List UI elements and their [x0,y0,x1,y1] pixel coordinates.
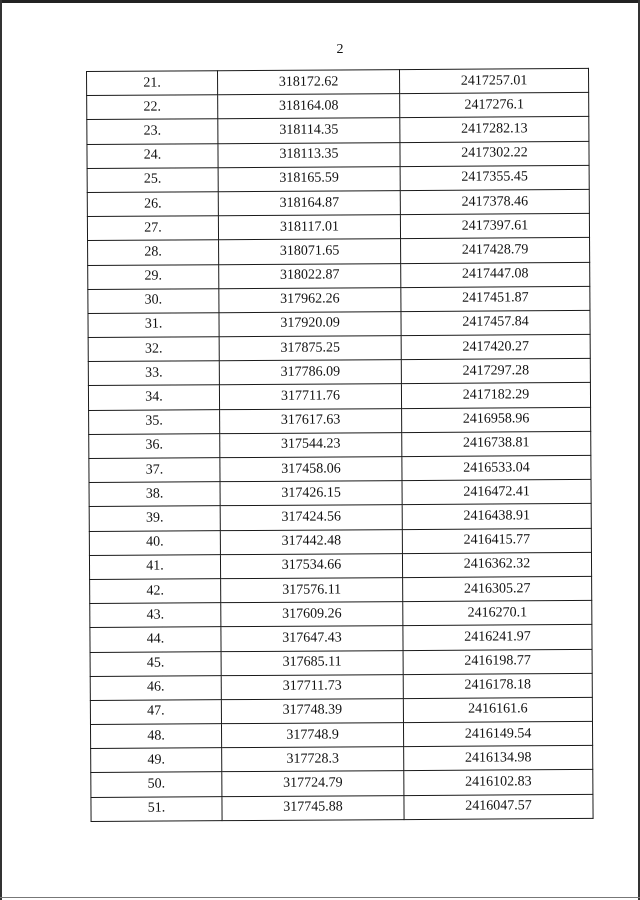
y-coordinate-cell: 2416738.81 [402,431,591,456]
y-coordinate-cell: 2416305.27 [403,576,592,601]
point-number-cell: 40. [89,530,220,555]
x-coordinate-cell: 317728.3 [222,747,404,772]
y-coordinate-cell: 2416241.97 [403,625,592,650]
table-row [89,431,591,458]
table-row [90,673,592,700]
y-coordinate-cell: 2417282.13 [400,117,589,142]
table-row [88,383,590,410]
y-coordinate-cell: 2416415.77 [402,528,591,553]
table-row [87,68,589,95]
x-coordinate-cell: 318114.35 [218,118,400,143]
y-coordinate-cell: 2416362.32 [402,552,591,577]
x-coordinate-cell: 318022.87 [219,263,401,288]
y-coordinate-cell: 2416134.98 [404,746,593,771]
point-number-cell: 33. [88,361,219,386]
point-number-cell: 26. [87,192,218,217]
point-number-cell: 50. [91,772,222,797]
table-row [88,359,590,386]
table-row [90,697,592,724]
y-coordinate-cell: 2416438.91 [402,504,591,529]
x-coordinate-cell: 317711.76 [219,384,401,409]
y-coordinate-cell: 2416472.41 [402,480,591,505]
table-row [89,552,591,579]
y-coordinate-cell: 2416958.96 [402,407,591,432]
y-coordinate-cell: 2416198.77 [403,649,592,674]
x-coordinate-cell: 317617.63 [220,408,402,433]
scan-edge-bottom [0,897,640,898]
y-coordinate-cell: 2417297.28 [401,359,590,384]
table-row [87,165,589,192]
table-row [89,504,591,531]
point-number-cell: 43. [90,603,221,628]
point-number-cell: 49. [91,748,222,773]
x-coordinate-cell: 317609.26 [221,602,403,627]
x-coordinate-cell: 318164.87 [218,191,400,216]
x-coordinate-cell: 317875.25 [219,336,401,361]
x-coordinate-cell: 317786.09 [219,360,401,385]
table-row [88,334,590,361]
y-coordinate-cell: 2417447.08 [401,262,590,287]
point-number-cell: 51. [91,796,222,821]
table-row [90,576,592,603]
x-coordinate-cell: 318117.01 [218,215,400,240]
y-coordinate-cell: 2417257.01 [399,68,588,93]
point-number-cell: 39. [89,506,220,531]
y-coordinate-cell: 2416161.6 [403,697,592,722]
point-number-cell: 32. [88,337,219,362]
table-row [88,262,590,289]
x-coordinate-cell: 317724.79 [222,771,404,796]
x-coordinate-cell: 318071.65 [219,239,401,264]
point-number-cell: 27. [87,216,218,241]
x-coordinate-cell: 317711.73 [221,674,403,699]
x-coordinate-cell: 317748.39 [221,698,403,723]
point-number-cell: 28. [88,240,219,265]
point-number-cell: 31. [88,313,219,338]
table-row [91,770,593,797]
x-coordinate-cell: 317576.11 [221,578,403,603]
table-row [90,601,592,628]
y-coordinate-cell: 2416178.18 [403,673,592,698]
point-number-cell: 21. [87,71,218,96]
x-coordinate-cell: 318164.08 [218,94,400,119]
y-coordinate-cell: 2416047.57 [404,794,593,819]
y-coordinate-cell: 2417182.29 [401,383,590,408]
table-row [91,794,593,821]
x-coordinate-cell: 317685.11 [221,650,403,675]
point-number-cell: 38. [89,482,220,507]
table-row [89,528,591,555]
coordinates-table-body [87,68,594,821]
table-row [90,721,592,748]
y-coordinate-cell: 2416270.1 [403,601,592,626]
y-coordinate-cell: 2416149.54 [403,721,592,746]
x-coordinate-cell: 318172.62 [218,70,400,95]
point-number-cell: 45. [90,651,221,676]
table-row [87,93,589,120]
x-coordinate-cell: 317424.56 [220,505,402,530]
table-row [87,141,589,168]
table-row [90,649,592,676]
x-coordinate-cell: 317442.48 [220,529,402,554]
point-number-cell: 48. [90,724,221,749]
point-number-cell: 24. [87,143,218,168]
table-row [89,480,591,507]
table-row [89,407,591,434]
x-coordinate-cell: 318165.59 [218,166,400,191]
y-coordinate-cell: 2417428.79 [401,238,590,263]
x-coordinate-cell: 317647.43 [221,626,403,651]
table-row [90,625,592,652]
x-coordinate-cell: 317920.09 [219,311,401,336]
y-coordinate-cell: 2416533.04 [402,455,591,480]
scan-edge-left [0,0,2,900]
scan-edge-top [0,0,640,3]
x-coordinate-cell: 317458.06 [220,457,402,482]
point-number-cell: 46. [90,675,221,700]
table-row [87,214,589,241]
y-coordinate-cell: 2417451.87 [401,286,590,311]
y-coordinate-cell: 2417397.61 [400,214,589,239]
point-number-cell: 34. [88,385,219,410]
x-coordinate-cell: 317962.26 [219,287,401,312]
table-row [87,189,589,216]
point-number-cell: 30. [88,288,219,313]
y-coordinate-cell: 2417457.84 [401,310,590,335]
table-row [91,746,593,773]
y-coordinate-cell: 2416102.83 [404,770,593,795]
point-number-cell: 22. [87,95,218,120]
x-coordinate-cell: 317426.15 [220,481,402,506]
point-number-cell: 35. [89,409,220,434]
x-coordinate-cell: 317534.66 [220,553,402,578]
point-number-cell: 47. [90,700,221,725]
y-coordinate-cell: 2417355.45 [400,165,589,190]
table-row [88,286,590,313]
point-number-cell: 44. [90,627,221,652]
table-row [87,117,589,144]
point-number-cell: 23. [87,119,218,144]
table-row [89,455,591,482]
y-coordinate-cell: 2417276.1 [400,93,589,118]
x-coordinate-cell: 317544.23 [220,432,402,457]
point-number-cell: 25. [87,167,218,192]
page-number: 2 [336,42,344,57]
y-coordinate-cell: 2417420.27 [401,334,590,359]
point-number-cell: 29. [88,264,219,289]
table-row [88,238,590,265]
y-coordinate-cell: 2417378.46 [400,189,589,214]
point-number-cell: 41. [89,554,220,579]
x-coordinate-cell: 318113.35 [218,142,400,167]
coordinates-table [86,68,594,822]
y-coordinate-cell: 2417302.22 [400,141,589,166]
point-number-cell: 36. [89,434,220,459]
x-coordinate-cell: 317748.9 [221,723,403,748]
point-number-cell: 37. [89,458,220,483]
table-row [88,310,590,337]
point-number-cell: 42. [90,579,221,604]
x-coordinate-cell: 317745.88 [222,795,404,820]
